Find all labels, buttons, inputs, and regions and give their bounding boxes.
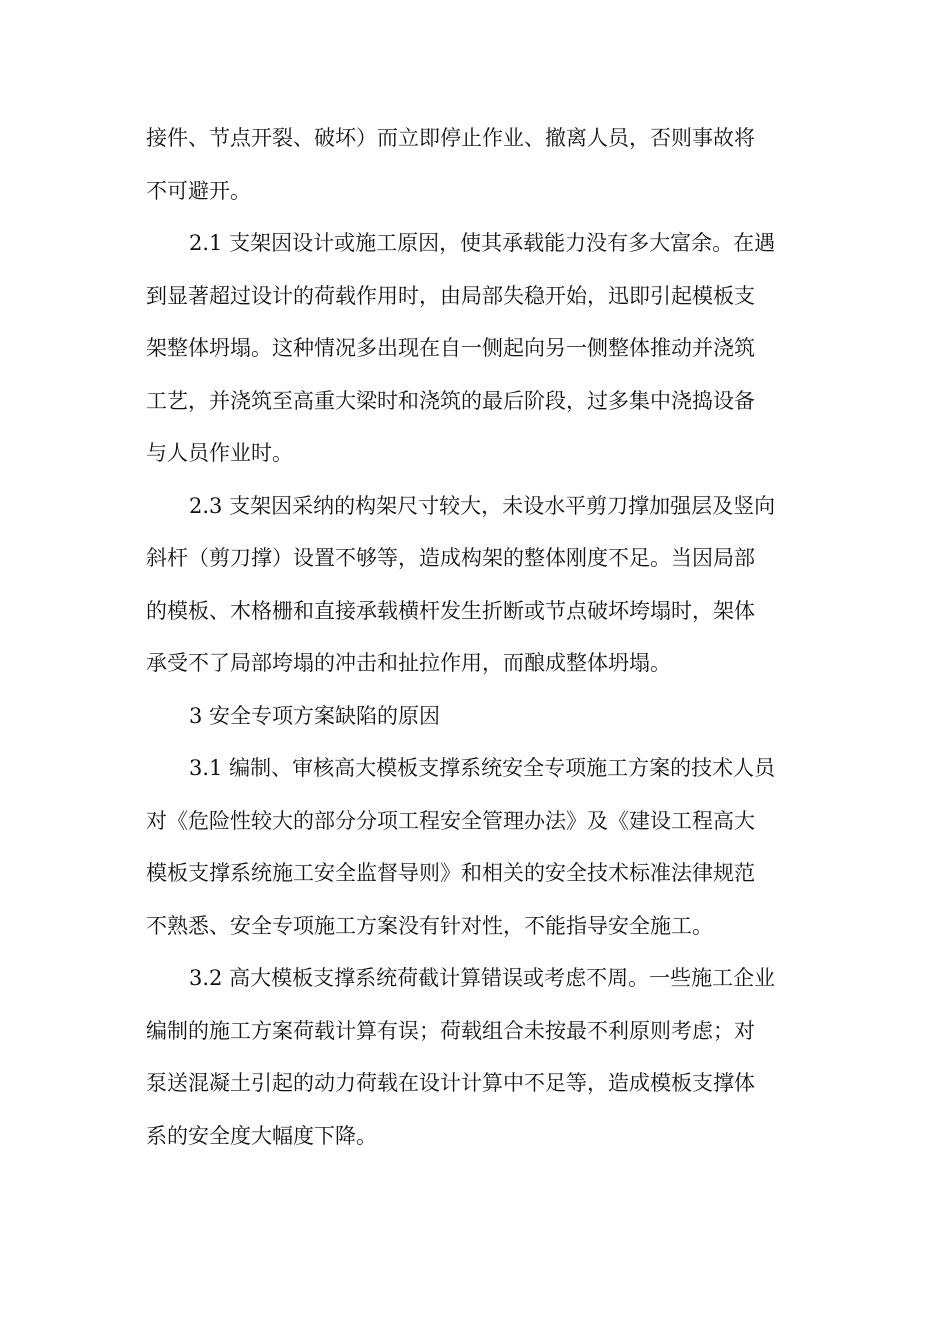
document-body <box>146 112 808 1162</box>
text-line: 架整体坍塌。这种情况多出现在自一侧起向另一侧整体推动并浇筑 <box>146 336 755 360</box>
text-line: 2.3 支架因采纳的构架尺寸较大，未设水平剪刀撑加强层及竖向 <box>189 493 776 518</box>
text-line: 2.1 支架因设计或施工原因，使其承载能力没有多大富余。在遇 <box>189 231 776 255</box>
text-line: 到显著超过设计的荷载作用时，由局部失稳开始，迅即引起模板支 <box>146 283 755 308</box>
text-line: 3.2 高大模板支撑系统荷截计算错误或考虑不周。一些施工企业 <box>189 966 776 990</box>
text-line: 3 安全专项方案缺陷的原因 <box>189 703 441 728</box>
text-line: 系的安全度大幅度下降。 <box>146 1123 377 1148</box>
text-line: 的模板、木格栅和直接承载横杆发生折断或节点破坏垮塌时，架体 <box>146 598 755 623</box>
text-line: 编制的施工方案荷载计算有误；荷载组合未按最不利原则考虑；对 <box>146 1018 755 1043</box>
text-line: 与人员作业时。 <box>146 441 293 465</box>
text-line: 斜杆（剪刀撑）设置不够等，造成构架的整体刚度不足。当因局部 <box>146 546 755 570</box>
text-line: 不熟悉、安全专项施工方案没有针对性，不能指导安全施工。 <box>146 913 713 938</box>
text-line: 接件、节点开裂、破坏）而立即停止作业、撤离人员，否则事故将 <box>146 126 755 150</box>
text-line: 承受不了局部垮塌的冲击和扯拉作用，而酿成整体坍塌。 <box>146 651 671 675</box>
text-line: 3.1 编制、审核高大模板支撑系统安全专项施工方案的技术人员 <box>189 756 776 780</box>
text-line: 泵送混凝土引起的动力荷载在设计计算中不足等，造成模板支撑体 <box>146 1071 755 1095</box>
text-line: 工艺，并浇筑至高重大梁时和浇筑的最后阶段，过多集中浇捣设备 <box>146 388 755 413</box>
text-line: 不可避开。 <box>146 178 251 203</box>
text-line: 对《危险性较大的部分分项工程安全管理办法》及《建设工程高大 <box>146 808 755 833</box>
text-line: 模板支撑系统施工安全监督导则》和相关的安全技术标准法律规范 <box>146 861 755 885</box>
